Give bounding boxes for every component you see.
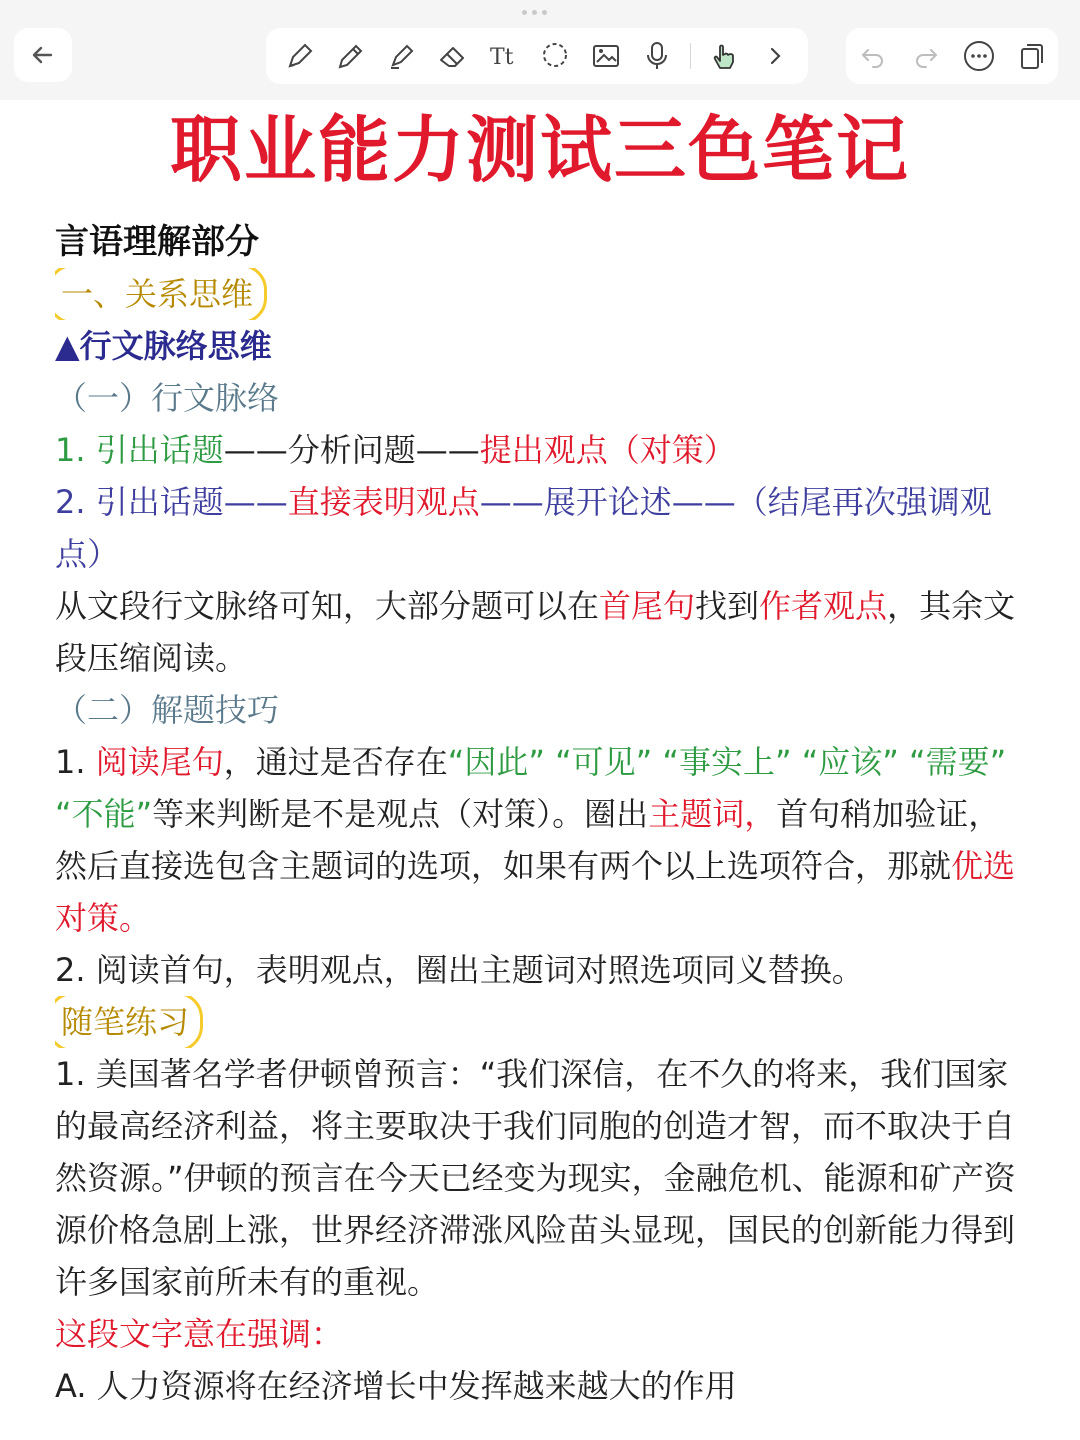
eraser-icon	[437, 40, 469, 72]
highlighter-icon	[386, 40, 418, 72]
sub-heading: ▲行文脉络思维	[55, 327, 272, 365]
back-button[interactable]	[14, 28, 72, 82]
list-item	[55, 736, 1030, 944]
lasso-tool-button[interactable]	[537, 38, 573, 74]
section-heading: 言语理解部分	[55, 222, 259, 262]
item-text-blue: 引出话题——	[95, 483, 288, 521]
list-item	[55, 476, 1030, 580]
text-icon	[488, 40, 520, 72]
paragraph	[55, 580, 1030, 684]
more-icon	[962, 39, 996, 73]
page-title: 职业能力测试三色笔记	[169, 108, 910, 192]
document-actions	[846, 28, 1058, 84]
question-text: 1. 美国著名学者伊顿曾预言：“我们深信，在不久的将来，我们国家的最高经济利益，将主要取决于我们同胞的创造才智，而不取决于自然资源。”伊顿的预言在今天已经变为现实，金融危机、能源和矿产资源价格急剧上涨，世界经济滞涨风险苗头显现，国民的创新能力得到许多国家前所未有的重视。	[55, 1055, 1016, 1301]
more-options-button[interactable]	[961, 38, 997, 74]
highlight-text: 首尾句	[599, 587, 696, 625]
option-a: A. 人力资源将在经济增长中发挥越来越大的作用	[55, 1367, 737, 1405]
pen-tool-button[interactable]	[282, 38, 318, 74]
pencil-tool-button[interactable]	[333, 38, 369, 74]
redo-icon	[911, 41, 941, 71]
practice-label-line	[55, 996, 1030, 1048]
lasso-icon	[539, 40, 571, 72]
item-text-blue: ——展开论述——（结尾再次强调观点）	[55, 483, 992, 573]
paragraph-text: 找到	[695, 587, 760, 625]
highlighter-tool-button[interactable]	[384, 38, 420, 74]
undo-icon	[858, 41, 888, 71]
paragraph-text: ，其余文段压缩阅读。	[55, 587, 1016, 677]
item-text: ——分析问题——	[223, 431, 480, 469]
subsection-2-heading: （二）解题技巧	[55, 691, 280, 729]
circled-practice-label: 随笔练习	[55, 996, 195, 1048]
list-item	[55, 424, 1030, 476]
paragraph-text: 从文段行文脉络可知，大部分题可以在	[55, 587, 600, 625]
image-icon	[590, 40, 622, 72]
highlight-text: 阅读尾句	[95, 743, 224, 781]
svg-text:Tt: Tt	[489, 45, 514, 70]
chevron-right-icon	[763, 44, 787, 68]
undo-button[interactable]	[855, 38, 891, 74]
list-item: 2. 阅读首句，表明观点，圈出主题词对照选项同义替换。	[55, 951, 864, 989]
pages-icon	[1016, 40, 1048, 72]
item-text-green: 引出话题	[95, 431, 224, 469]
image-tool-button[interactable]	[588, 38, 624, 74]
back-arrow-icon	[29, 41, 57, 69]
hand-touch-icon	[708, 40, 740, 72]
microphone-button[interactable]	[639, 38, 675, 74]
subsection-1-heading: （一）行文脉络	[55, 379, 280, 417]
pen-icon	[284, 40, 316, 72]
item-text: ，通过是否存在	[223, 743, 448, 781]
item-text-red: 直接表明观点	[287, 483, 480, 521]
eraser-tool-button[interactable]	[435, 38, 471, 74]
part-label-line	[55, 268, 1030, 320]
circled-part-label: 一、关系思维	[55, 268, 259, 320]
text-tool-button[interactable]	[486, 38, 522, 74]
pencil-icon	[335, 40, 367, 72]
top-toolbar-bar	[0, 0, 1080, 100]
item-number: 2.	[55, 483, 96, 521]
highlight-text: 作者观点	[759, 587, 888, 625]
item-text: 首句稍加验证，然后直接选包含主题词的选项，如果有两个以上选项符合，那就	[55, 795, 1001, 885]
toolbar-divider	[690, 43, 691, 69]
highlight-text: 优选对策。	[55, 847, 1016, 937]
note-content[interactable]	[55, 216, 1030, 1412]
microphone-icon	[641, 40, 673, 72]
highlight-text: 主题词，	[648, 795, 777, 833]
keyword-text: “因此” “可见” “事实上” “应该” “需要” “不能”	[55, 743, 1007, 833]
touch-mode-button[interactable]	[706, 38, 742, 74]
pages-button[interactable]	[1014, 38, 1050, 74]
item-number: 1.	[55, 743, 96, 781]
drawing-toolbar	[266, 28, 808, 84]
question-prompt: 这段文字意在强调：	[55, 1315, 344, 1353]
more-tools-button[interactable]	[757, 38, 793, 74]
item-text: 等来判断是不是观点（对策）。圈出	[152, 795, 649, 833]
drag-handle[interactable]	[522, 10, 547, 15]
item-number: 1.	[55, 431, 96, 469]
item-text-red: 提出观点（对策）	[479, 431, 736, 469]
redo-button[interactable]	[908, 38, 944, 74]
